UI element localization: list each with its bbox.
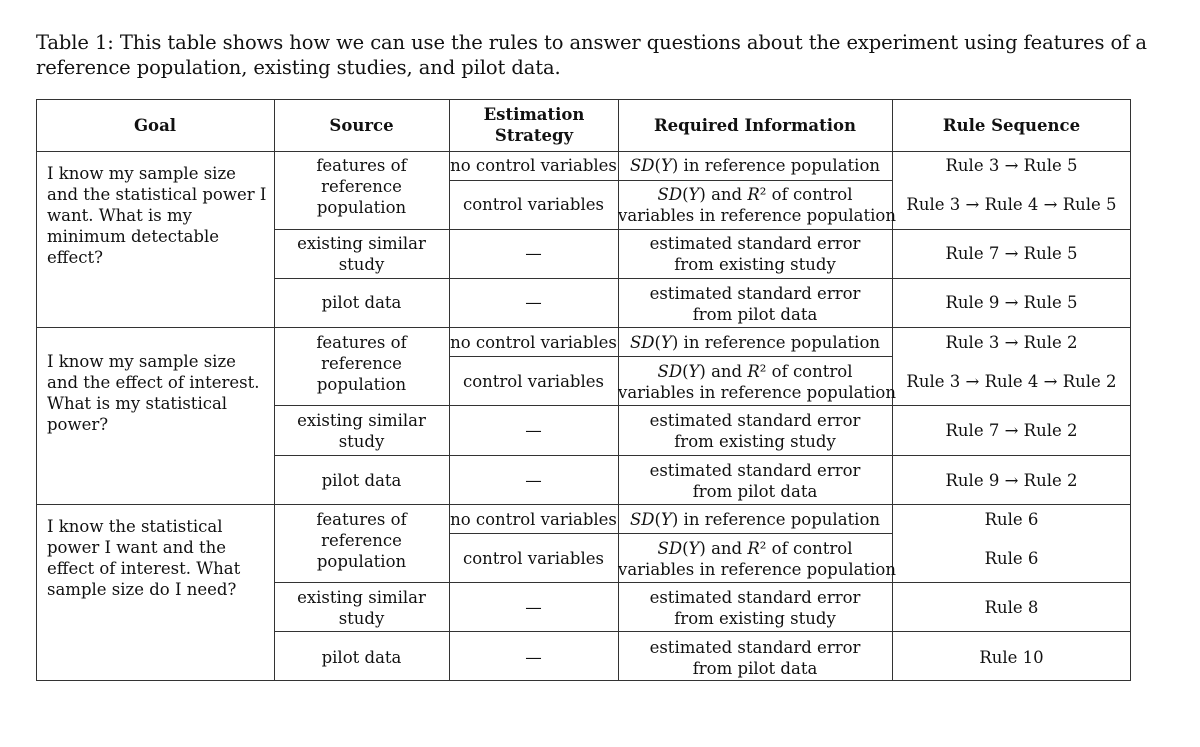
rules-cell: Rule 9 → Rule 5	[945, 293, 1078, 312]
strategy-cell: no control variables	[450, 333, 617, 352]
empty-strategy-dash: —	[525, 598, 542, 617]
info-cell: SD(Y) and R² of control variables in reference population	[618, 539, 896, 579]
row-rule	[274, 405, 1131, 406]
source-cell: existing similar study	[297, 234, 426, 274]
group-rule	[36, 327, 1131, 328]
row-rule	[449, 180, 892, 181]
source-cell: pilot data	[321, 471, 402, 490]
info-cell: SD(Y) in reference population	[629, 156, 881, 175]
goal-text: I know my sample size and the effect of interest. What is my statistical power?	[47, 352, 260, 434]
rules-cell: Rule 6	[984, 510, 1039, 529]
empty-strategy-dash: —	[525, 421, 542, 440]
group-rule	[36, 504, 1131, 505]
info-cell: estimated standard error from existing study	[649, 234, 861, 274]
info-cell: estimated standard error from existing study	[649, 588, 861, 628]
header-estimation-strategy: Estimation Strategy	[483, 105, 585, 145]
info-cell: estimated standard error from pilot data	[649, 638, 861, 678]
info-cell: SD(Y) and R² of control variables in reference population	[618, 185, 896, 225]
rules-cell: Rule 7 → Rule 5	[945, 244, 1078, 263]
info-cell: estimated standard error from existing study	[649, 411, 861, 451]
strategy-cell: control variables	[462, 372, 604, 391]
row-rule	[274, 582, 1131, 583]
table-caption: Table 1: This table shows how we can use the rules to answer questions about the experiment using features of a reference population, existing studies, and pilot data.	[36, 31, 1147, 79]
header-required-information: Required Information	[653, 116, 857, 135]
rules-cell: Rule 3 → Rule 5	[945, 156, 1078, 175]
row-rule	[449, 533, 892, 534]
goal-text: I know my sample size and the statistical power I want. What is my minimum detectable effect?	[47, 164, 267, 267]
row-rule	[274, 278, 1131, 279]
rules-cell: Rule 3 → Rule 2	[945, 333, 1078, 352]
row-rule	[274, 631, 1131, 632]
strategy-cell: control variables	[462, 195, 604, 214]
rules-cell: Rule 3 → Rule 4 → Rule 5	[906, 195, 1117, 214]
rules-cell: Rule 3 → Rule 4 → Rule 2	[906, 372, 1117, 391]
empty-strategy-dash: —	[525, 293, 542, 312]
header-goal: Goal	[133, 116, 177, 135]
header-rule-sequence: Rule Sequence	[942, 116, 1081, 135]
rules-cell: Rule 9 → Rule 2	[945, 471, 1078, 490]
source-cell: pilot data	[321, 293, 402, 312]
info-cell: SD(Y) and R² of control variables in reference population	[618, 362, 896, 402]
info-cell: SD(Y) in reference population	[629, 333, 881, 352]
info-cell: estimated standard error from pilot data	[649, 461, 861, 501]
source-cell: features of reference population	[316, 156, 407, 217]
empty-strategy-dash: —	[525, 471, 542, 490]
info-cell: estimated standard error from pilot data	[649, 284, 861, 324]
header-source: Source	[329, 116, 394, 135]
row-rule	[449, 356, 892, 357]
goal-text: I know the statistical power I want and the effect of interest. What sample size do I need?	[47, 517, 241, 599]
empty-strategy-dash: —	[525, 244, 542, 263]
rules-cell: Rule 8	[984, 598, 1039, 617]
row-rule	[274, 455, 1131, 456]
source-cell: existing similar study	[297, 411, 426, 451]
empty-strategy-dash: —	[525, 648, 542, 667]
strategy-cell: no control variables	[450, 156, 617, 175]
header-rule	[36, 151, 1131, 152]
strategy-cell: control variables	[462, 549, 604, 568]
source-cell: features of reference population	[316, 333, 407, 394]
source-cell: existing similar study	[297, 588, 426, 628]
source-cell: features of reference population	[316, 510, 407, 571]
strategy-cell: no control variables	[450, 510, 617, 529]
rules-cell: Rule 10	[979, 648, 1044, 667]
source-cell: pilot data	[321, 648, 402, 667]
row-rule	[274, 229, 1131, 230]
info-cell: SD(Y) in reference population	[629, 510, 881, 529]
rules-cell: Rule 7 → Rule 2	[945, 421, 1078, 440]
rules-cell: Rule 6	[984, 549, 1039, 568]
